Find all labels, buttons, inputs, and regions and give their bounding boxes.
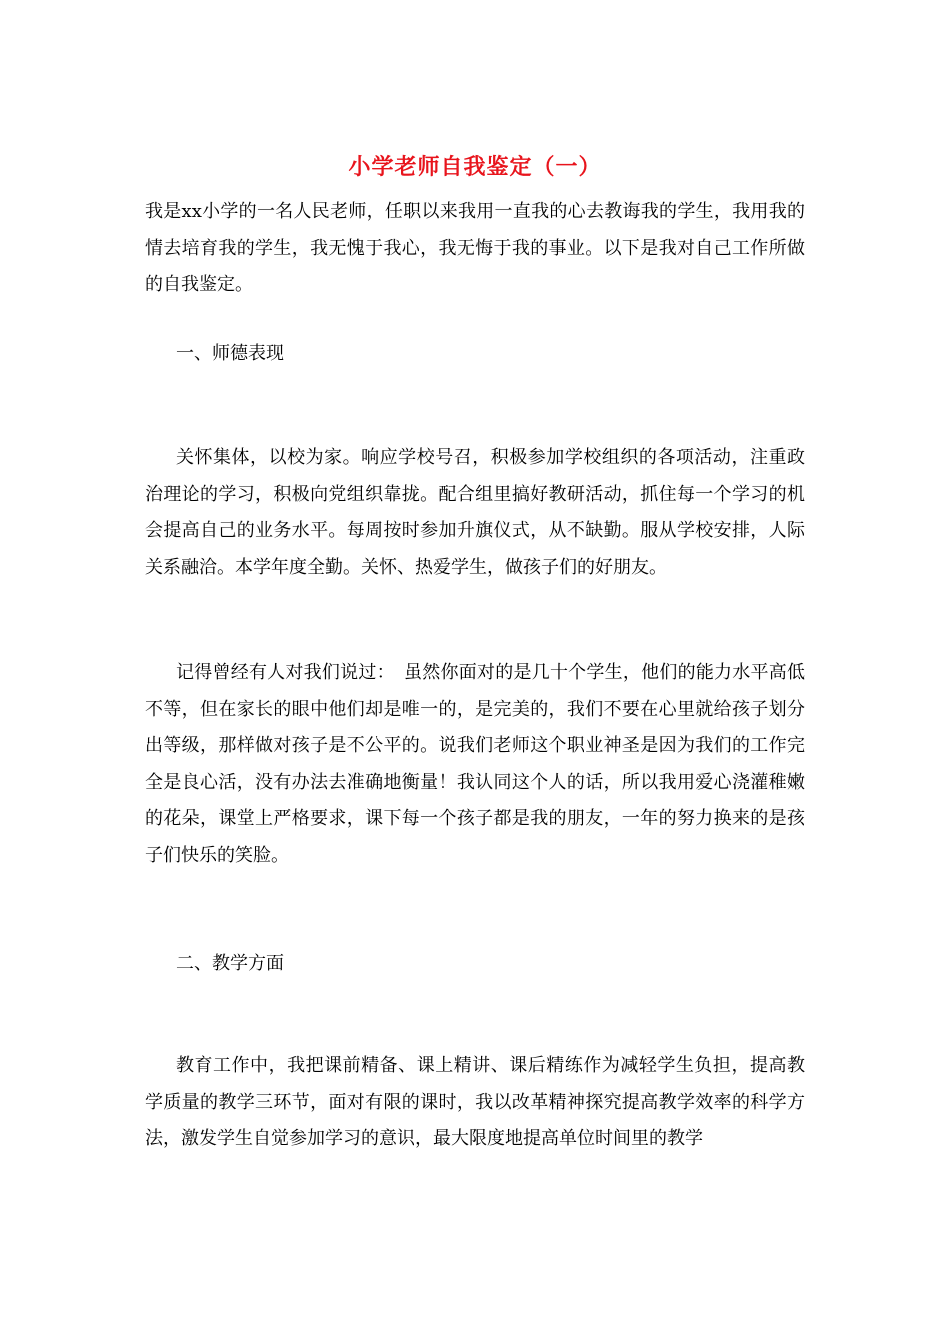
paragraph-remember: 记得曾经有人对我们说过： 虽然你面对的是几十个学生，他们的能力水平高低不等，但在家长的眼中他们却是唯一的，是完美的，我们不要在心里就给孩子划分出等级，那样做对孩子是不公平的。说我们老师这个职业神圣是因为我们的工作完全是良心活，没有办法去准确地衡量！我认同这个人的话，所以我用爱心浇灌稚嫩的花朵，课堂上严格要求，课下每一个孩子都是我的朋友，一年的努力换来的是孩子们快乐的笑脸。 — [145, 662, 805, 866]
section-heading-ethics: 一、师德表现 — [176, 343, 284, 364]
section-heading-teaching: 二、教学方面 — [176, 953, 284, 974]
intro-paragraph: 我是xx小学的一名人民老师，任职以来我用一直我的心去教诲我的学生，我用我的情去培育我的学生，我无愧于我心，我无悔于我的事业。以下是我对自己工作所做的自我鉴定。 — [145, 201, 805, 295]
paragraph-collective: 关怀集体，以校为家。响应学校号召，积极参加学校组织的各项活动，注重政治理论的学习，积极向党组织靠拢。配合组里搞好教研活动，抓住每一个学习的机会提高自己的业务水平。每周按时参加升旗仪式，从不缺勤。服从学校安排，人际关系融洽。本学年度全勤。关怀、热爱学生，做孩子们的好朋友。 — [145, 447, 805, 578]
paragraph-education-work: 教育工作中，我把课前精备、课上精讲、课后精练作为减轻学生负担，提高教学质量的教学三环节，面对有限的课时，我以改革精神探究提高教学效率的科学方法，激发学生自觉参加学习的意识，最大限度地提高单位时间里的教学 — [145, 1055, 805, 1149]
document-title: 小学老师自我鉴定（一） — [348, 154, 602, 180]
